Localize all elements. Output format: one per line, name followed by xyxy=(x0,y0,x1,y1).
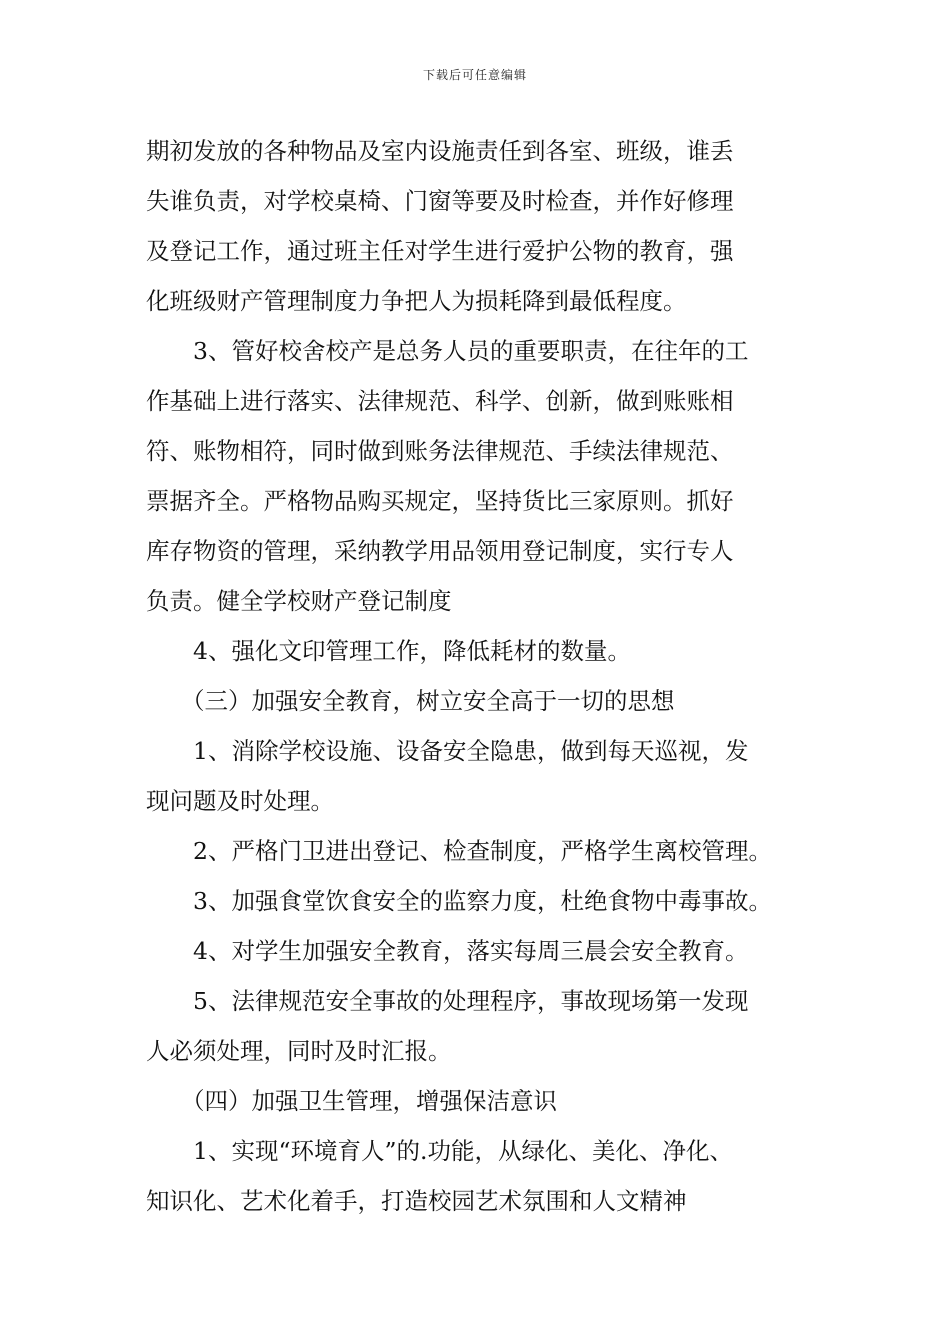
text-line: 负责。健全学校财产登记制度 xyxy=(146,587,452,615)
section-heading: （四）加强卫生管理，增强保洁意识 xyxy=(181,1087,557,1115)
text-line: 5、法律规范安全事故的处理程序，事故现场第一发现 xyxy=(193,987,749,1015)
text-line: 2、严格门卫进出登记、检查制度，严格学生离校管理。 xyxy=(193,837,772,865)
text-line: 知识化、艺术化着手，打造校园艺术氛围和人文精神 xyxy=(146,1187,687,1215)
text-line: 人必须处理，同时及时汇报。 xyxy=(146,1037,452,1065)
document-body xyxy=(146,126,826,1226)
text-line: 3、管好校舍校产是总务人员的重要职责，在往年的工 xyxy=(193,337,749,365)
text-line: 4、对学生加强安全教育，落实每周三晨会安全教育。 xyxy=(193,937,749,965)
text-line: 及登记工作，通过班主任对学生进行爱护公物的教育，强 xyxy=(146,237,734,265)
text-line: 符、账物相符，同时做到账务法律规范、手续法律规范、 xyxy=(146,437,734,465)
text-line: 1、消除学校设施、设备安全隐患，做到每天巡视，发 xyxy=(193,737,749,765)
text-line: 3、加强食堂饮食安全的监察力度，杜绝食物中毒事故。 xyxy=(193,887,772,915)
text-line: 现问题及时处理。 xyxy=(146,787,334,815)
text-line: 1、实现“环境育人”的.功能，从绿化、美化、净化、 xyxy=(193,1137,733,1165)
page-header: 下载后可任意编辑 xyxy=(422,68,527,82)
text-line: 期初发放的各种物品及室内设施责任到各室、班级，谁丢 xyxy=(146,137,734,165)
text-line: 失谁负责，对学校桌椅、门窗等要及时检查，并作好修理 xyxy=(146,187,734,215)
text-line: 票据齐全。严格物品购买规定，坚持货比三家原则。抓好 xyxy=(146,487,734,515)
text-line: 作基础上进行落实、法律规范、科学、创新，做到账账相 xyxy=(146,387,734,415)
text-line: 库存物资的管理，采纳教学用品领用登记制度，实行专人 xyxy=(146,537,734,565)
text-line: 化班级财产管理制度力争把人为损耗降到最低程度。 xyxy=(146,287,687,315)
section-heading: （三）加强安全教育，树立安全高于一切的思想 xyxy=(181,687,675,715)
text-line: 4、强化文印管理工作，降低耗材的数量。 xyxy=(193,637,631,665)
